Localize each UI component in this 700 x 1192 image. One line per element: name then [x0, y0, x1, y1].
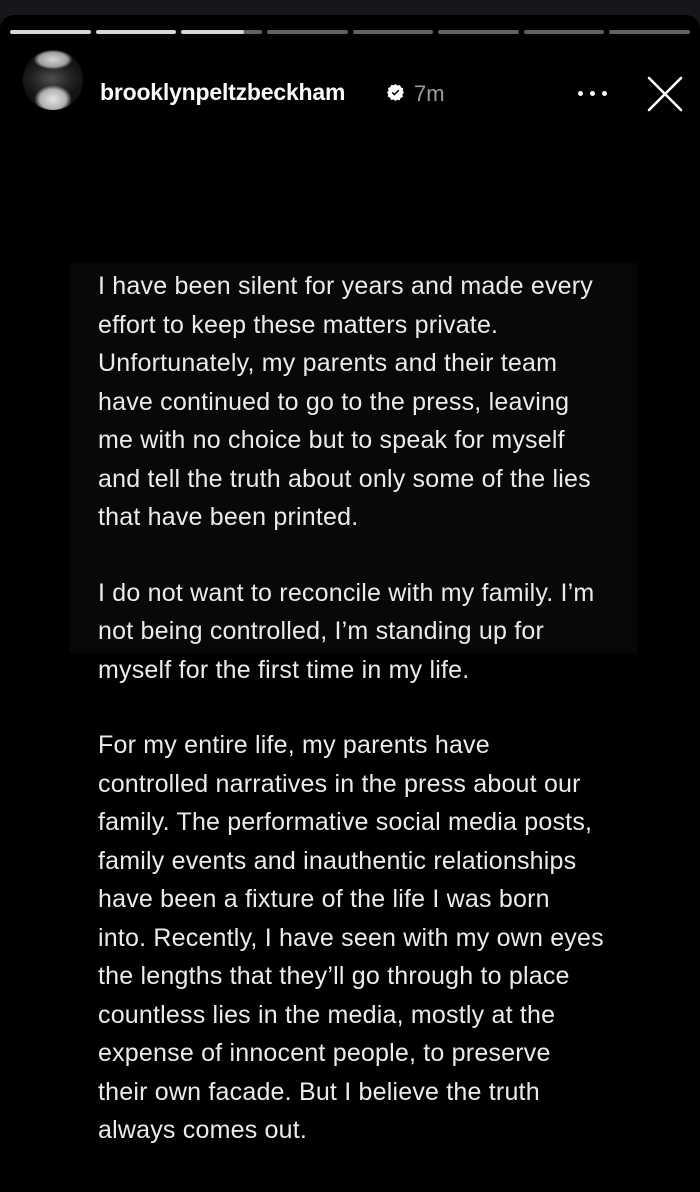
story-text-line: have continued to go to the press, leaving: [98, 387, 570, 416]
story-text-line: that have been printed.: [98, 503, 359, 531]
story-text-line: Unfortunately, my parents and their team: [98, 349, 558, 377]
story-progress-bar: [10, 30, 690, 34]
close-x-icon: [646, 75, 684, 113]
story-text-line: the lengths that they’ll go through to place: [98, 962, 570, 990]
story-text-line: countless lies in the media, mostly at the: [98, 1000, 556, 1029]
story-text-line: into. Recently, I have seen with my own eyes: [98, 923, 604, 952]
verified-badge-icon: [387, 84, 404, 101]
story-text-line: have been a fixture of the life I was born: [98, 885, 550, 913]
progress-segment: [181, 30, 262, 34]
story-text-line: family events and inauthentic relationships: [98, 846, 577, 875]
progress-segment: [96, 30, 177, 34]
story-paragraph: [98, 267, 643, 537]
story-text-line: always comes out.: [98, 1116, 308, 1144]
story-timestamp: 7m: [414, 81, 445, 106]
progress-segment: [10, 30, 91, 34]
story-text-block: [98, 267, 643, 1150]
story-text-line: family. The performative social media posts,: [98, 808, 593, 836]
more-options-button[interactable]: [570, 79, 614, 107]
story-text-line: me with no choice but to speak for myself: [98, 426, 565, 454]
story-paragraph: [98, 726, 643, 1150]
story-card[interactable]: [0, 15, 700, 1192]
story-text-line: their own facade. But I believe the truth: [98, 1077, 540, 1106]
story-text-line: myself for the first time in my life.: [98, 655, 470, 684]
story-text-line: I do not want to reconcile with my family. I’m: [98, 578, 595, 607]
story-text-line: and tell the truth about only some of the lies: [98, 464, 591, 493]
progress-segment: [353, 30, 434, 34]
story-text-line: not being controlled, I’m standing up for: [98, 617, 544, 645]
three-dots-icon: [578, 91, 583, 96]
avatar[interactable]: [23, 50, 83, 110]
story-text-line: controlled narratives in the press about our: [98, 769, 581, 798]
progress-segment: [609, 30, 690, 34]
progress-segment: [438, 30, 519, 34]
story-text-line: expense of innocent people, to preserve: [98, 1039, 551, 1067]
story-paragraph: [98, 574, 643, 690]
username[interactable]: brooklynpeltzbeckham: [100, 79, 346, 105]
progress-segment: [524, 30, 605, 34]
progress-segment: [267, 30, 348, 34]
close-button[interactable]: [642, 71, 688, 117]
story-text-line: effort to keep these matters private.: [98, 310, 499, 339]
story-text-line: For my entire life, my parents have: [98, 731, 490, 759]
story-text-line: I have been silent for years and made every: [98, 272, 593, 300]
